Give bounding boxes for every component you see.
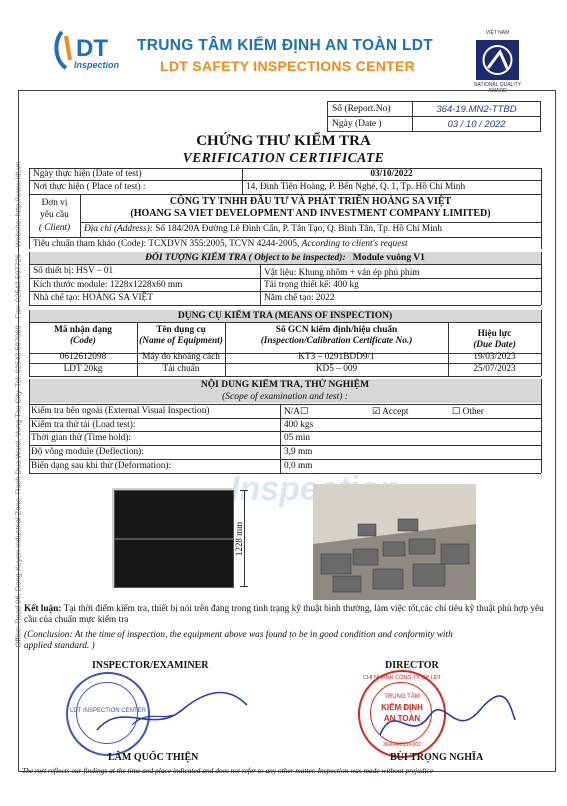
report-no-value: 364-19.MN2-TTBD — [436, 103, 517, 115]
office-side-text: Office: Road 06, Dong Xuyen Industrial Zone, Rach Dua Ward, Vung Tau City. Tel: 02543.597969 - Fax: 02543.597726 - Website: http://www.ldt.vn — [13, 161, 23, 648]
client-name-en: (HOANG SA VIET DEVELOPMENT AND INVESTMENT COMPANY LIMITED) — [130, 208, 491, 219]
address-label: Địa chỉ (Address): — [84, 224, 153, 234]
title-en: VERIFICATION CERTIFICATE — [182, 150, 385, 165]
director-stamp-ring: CHI NHÁNH CÔNG TY CP LDT — [363, 675, 441, 681]
conclusion-label: Kết luận: — [24, 604, 62, 614]
director-title: DIRECTOR — [385, 660, 439, 671]
report-date-value: 03 / 10 / 2022 — [447, 118, 506, 130]
means-col3-vi: Số GCN kiểm định/hiệu chuẩn — [275, 325, 398, 335]
other-option: Other — [462, 407, 484, 417]
place-value: 14, Đinh Tiên Hoàng, P. Bến Nghé, Q. 1, Tp. Hồ Chí Minh — [246, 182, 466, 192]
object-serial: Số thiết bị: HSV – 01 — [33, 266, 114, 276]
object-size: Kích thước module: 1228x1228x60 mm — [33, 280, 183, 290]
dimension-label: 1228 mm — [234, 521, 245, 557]
client-label-3: ( Client) — [38, 223, 71, 233]
deflection-value: 3,9 mm — [284, 447, 313, 457]
deformation-label: Biến dạng sau khi thử (Deformation): — [31, 461, 172, 471]
means-row1-name: Máy đo khoảng cách — [142, 352, 220, 362]
visual-label-vi: Kiểm tra bên ngoài (External Visual Inspection) — [31, 406, 210, 416]
load-test-value: 400 kgs — [284, 420, 314, 430]
director-stamp-line3: AN TOÀN — [383, 714, 421, 723]
deflection-label: Độ võng module (Deflection): — [31, 447, 144, 457]
time-hold-label: Thời gian thử (Time hold): — [31, 433, 131, 443]
conclusion-text-vi: Tại thời điểm kiểm tra, thiết bị nói trên đang trong tình trạng kỹ thuật bình thường, làm việc tốt,các chỉ tiêu kỹ thuật phù hợp yêu cầu của chuẩn mực kiểm tra — [24, 604, 544, 625]
ldt-logo — [52, 30, 132, 72]
date-test-label: Ngày thực hiện (Date of test) — [33, 169, 142, 179]
module-panel-top — [114, 490, 234, 539]
place-label: Nơi thực hiện ( Place of test) : — [33, 182, 146, 192]
conclusion-text-en-2: applied standard. ) — [24, 641, 95, 651]
logo-sub: Inspection — [74, 60, 120, 70]
scope-heading-vi: NỘI DUNG KIỂM TRA, THỬ NGHIỆM — [200, 380, 370, 390]
na-checkbox-icon: ☐ — [300, 407, 309, 417]
center-name-vi: TRUNG TÂM KIỂM ĐỊNH AN TOÀN LDT — [137, 37, 434, 54]
inspector-stamp-text: LDT INSPECTION CENTER — [70, 708, 146, 714]
object-heading: ĐỐI TƯỢNG KIỂM TRA ( Object to be inspected): — [145, 253, 346, 263]
time-hold-value: 05 min — [284, 433, 311, 443]
standard-label: Tiêu chuẩn tham khảo (Code): — [33, 239, 147, 249]
module-panel-bottom — [114, 539, 234, 588]
title-vi: CHỨNG THƯ KIỂM TRA — [196, 133, 371, 149]
means-col3-en: (Inspection/Calibration Certificate No.) — [260, 336, 413, 346]
inspector-signature — [92, 680, 252, 740]
director-stamp-code: 3600448839-002 — [383, 742, 421, 748]
means-row2-cert: KD5 – 009 — [315, 364, 358, 374]
module-photo — [112, 488, 234, 588]
report-box — [327, 101, 541, 132]
means-col4-vi: Hiệu lực — [477, 329, 512, 339]
scope-heading-band — [29, 379, 541, 403]
means-row1-cert: KT3 – 0291BDD9/1 — [298, 352, 375, 362]
inspector-name: LÂM QUỐC THIỆN — [108, 752, 199, 763]
client-name-vi: CÔNG TY TNHH ĐẦU TƯ VÀ PHÁT TRIỂN HOÀNG SA VIỆT — [169, 196, 452, 207]
means-row2-code: LDT 20kg — [63, 364, 103, 374]
means-col4-en: (Due Date) — [473, 340, 516, 350]
scope-heading-en: (Scope of examination and test) : — [222, 392, 348, 402]
means-row1-due: 19/03/2023 — [473, 352, 516, 362]
accept-checkbox-icon: ☑ — [372, 407, 381, 417]
object-heading-value: Module vuông V1 — [352, 253, 425, 263]
means-heading: DỤNG CỤ KIỂM TRA (MEANS OF INSPECTION) — [29, 310, 541, 322]
date-test-value: 03/10/2022 — [370, 169, 413, 179]
object-load: Tải trọng thiết kế: 400 kg — [264, 280, 359, 290]
client-label-1: Đơn vị — [41, 198, 68, 208]
means-col1-en: (Code) — [70, 336, 96, 346]
na-option: N/A — [284, 407, 301, 417]
standard-note: According to client's request — [301, 239, 408, 249]
director-stamp-line2: KIỂM ĐỊNH — [381, 703, 423, 712]
load-test-label: Kiểm tra thử tải (Load test): — [31, 420, 136, 430]
footer-disclaimer: The rort reflects our findings at the time and place indicated and does not refer to any other matter. Inspection was made without prejudice — [22, 766, 434, 775]
national-quality-award-icon — [470, 30, 525, 90]
standard-value: TCXDVN 355:2005, TCVN 4244-2005, — [148, 239, 300, 249]
object-year: Năm chế tạo: 2022 — [264, 293, 335, 303]
report-no-label: Số (Report.No) — [328, 102, 413, 116]
other-checkbox-icon: ☐ — [452, 407, 461, 417]
award-bottom-label: NATIONAL QUALITY AWARD — [473, 82, 522, 94]
means-row2-due: 25/07/2023 — [473, 364, 516, 374]
object-material: Vật liệu: Khung nhôm + ván ép phủ phim — [264, 268, 420, 278]
object-heading-band — [29, 252, 541, 264]
inspector-title: INSPECTOR/EXAMINER — [92, 660, 209, 671]
deformation-value: 0,0 mm — [284, 461, 313, 471]
means-col1-vi: Mã nhận dạng — [54, 325, 112, 335]
means-row2-name: Tải chuẩn — [162, 364, 200, 374]
accept-option: Accept — [382, 407, 409, 417]
director-stamp-line1: TRUNG TÂM — [384, 694, 420, 700]
client-label-2: yêu cầu — [40, 210, 69, 220]
director-name: BÙI TRỌNG NGHĨA — [390, 752, 484, 763]
means-col2-en: (Name of Equipment) — [139, 336, 223, 346]
object-maker: Nhà chế tạo: HOÀNG SA VIỆT — [33, 293, 153, 303]
award-top-label: VIỆT NAM — [485, 30, 510, 36]
director-signature — [370, 690, 520, 750]
report-date-label: Ngày (Date ) — [328, 117, 413, 131]
means-row1-code: 0612612098 — [59, 352, 107, 362]
center-name-en: LDT SAFETY INSPECTIONS CENTER — [160, 58, 416, 74]
means-col2-vi: Tên dụng cụ — [156, 325, 206, 335]
load-test-photo — [313, 484, 476, 600]
conclusion-text-en-1: (Conclusion: At the time of inspection, the equipment above was found to be in good condition and conformity with — [24, 630, 453, 640]
logo-letters: DT — [76, 35, 108, 62]
address-value: Số 184/20A Đường Lê Đình Cẩn, P. Tân Tạo, Q. Bình Tân, Tp. Hồ Chí Minh — [155, 224, 443, 234]
